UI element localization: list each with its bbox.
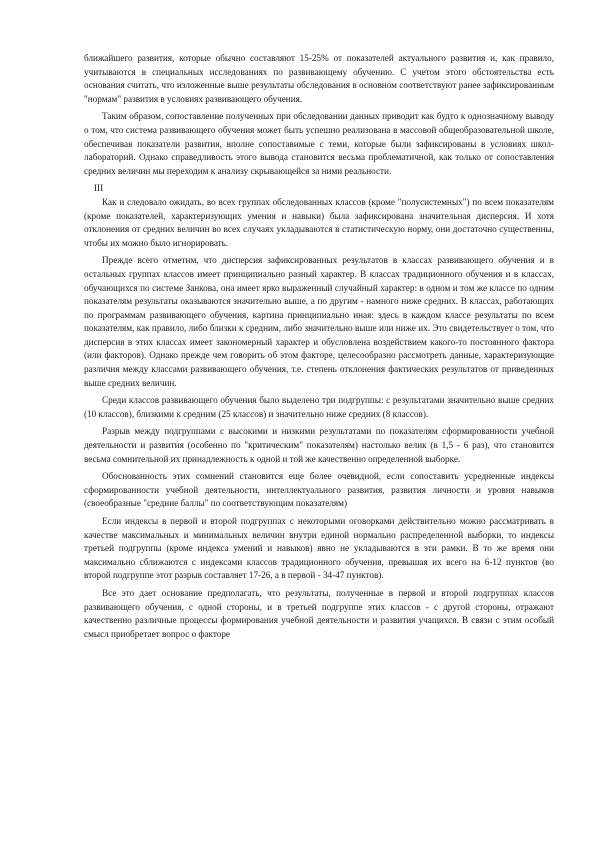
- paragraph-continuation: ближайшего развития, которые обычно составляют 15-25% от показателей актуального развития и, как правило, учитываются в специальных исследованиях по развивающему обучению. С учетом этого обстоятельства есть основания считать, что изложенные выше результаты обследования в основном соответствуют ранее зафиксированным "нормам" развития в условиях развивающего обучения.: [84, 53, 554, 104]
- section-number: III: [94, 183, 104, 194]
- body-text: [84, 52, 554, 645]
- paragraph: Все это дает основание предполагать, что результаты, полученные в первой и второй подгруппах классов развивающего обучения, с одной стороны, и в третьей подгруппе этих классов - с другой стороны, отражают качественно различные процессы формирования учебной деятельности и развития учащихся. В связи с этим особый смысл приобретает вопрос о факторе: [84, 587, 554, 639]
- paragraph: Таким образом, сопоставление полученных при обследовании данных приводит как будто к однозначному выводу о том, что система развивающего обучения может быть успешно реализована в массовой общеобразовательной школе, обеспечивая показатели развития, вполне сопоставимые с теми, которые были зафиксированы в условиях школ-лабораторий. Однако справедливость этого вывода становится весьма проблематичной, как только от сопоставления средних величин мы переходим к анализу скрывающейся за ними реальности.: [84, 111, 554, 176]
- paragraph: Обоснованность этих сомнений становится еще более очевидной, если сопоставить усредненные индексы сформированности учебной деятельности, интеллектуального развития, развития личности и уровня навыков (своеобразные "средние баллы" по соответствующим показателям): [84, 471, 554, 509]
- paragraph: Прежде всего отметим, что дисперсия зафиксированных результатов в классах развивающего обучения и в остальных группах классов имеет принципиально разный характер. В классах традиционного обучения и в классах, обучающихся по системе Занкова, она имеет ярко выраженный случайный характер: в одном и том же классе по одним показателям результаты оказываются значительно выше, а по другим - намного ниже средних. В классах, работающих по программам развивающего обучения, картина принципиально иная: здесь в каждом классе результаты по всем показателям, как правило, либо близки к средним, либо значительно выше или ниже их. Это свидетельствует о том, что дисперсия в этих классах имеет закономерный характер и обусловлена воздействием какого-то постоянного фактора (или факторов). Однако прежде чем говорить об этом факторе, целесообразно рассмотреть данные, характеризующие различия между классами развивающего обучения, т.е. степень отклонения фактических результатов от приведенных выше средних величин.: [84, 255, 554, 388]
- paragraph: Разрыв между подгруппами с высокими и низкими результатами по показателям сформированности учебной деятельности и развития (особенно по "критическим" показателям) настолько велик (в 1,5 - 6 раз), что становится весьма сомнительной их принадлежность к одной и той же качественно определенной выборке.: [84, 426, 554, 464]
- paragraph: Как и следовало ожидать, во всех группах обследованных классов (кроме "полусистемных") по всем показателям (кроме показателей, характеризующих умения и навыки) была зафиксирована значительная дисперсия. И хотя отклонения от средних величин во всех случаях укладываются в статистическую норму, они достаточно существенны, чтобы их можно было игнорировать.: [84, 196, 554, 248]
- paragraph: Если индексы в первой и второй подгруппах с некоторыми оговорками действительно можно рассматривать в качестве максимальных и минимальных величин внутри единой нормально распределенной выборки, то индексы третьей подгруппы (кроме индекса умений и навыков) явно не укладываются в эти рамки. В то же время они максимально сближаются с индексами классов традиционного обучения, превышая их всего на 6-12 пунктов (во второй подгруппе этот разрыв составляет 17-26, а в первой - 34-47 пунктов).: [84, 516, 554, 581]
- paragraph: Среди классов развивающего обучения было выделено три подгруппы: с результатами значительно выше средних (10 классов), близкими к средним (25 классов) и значительно ниже средних (8 классов).: [84, 395, 554, 419]
